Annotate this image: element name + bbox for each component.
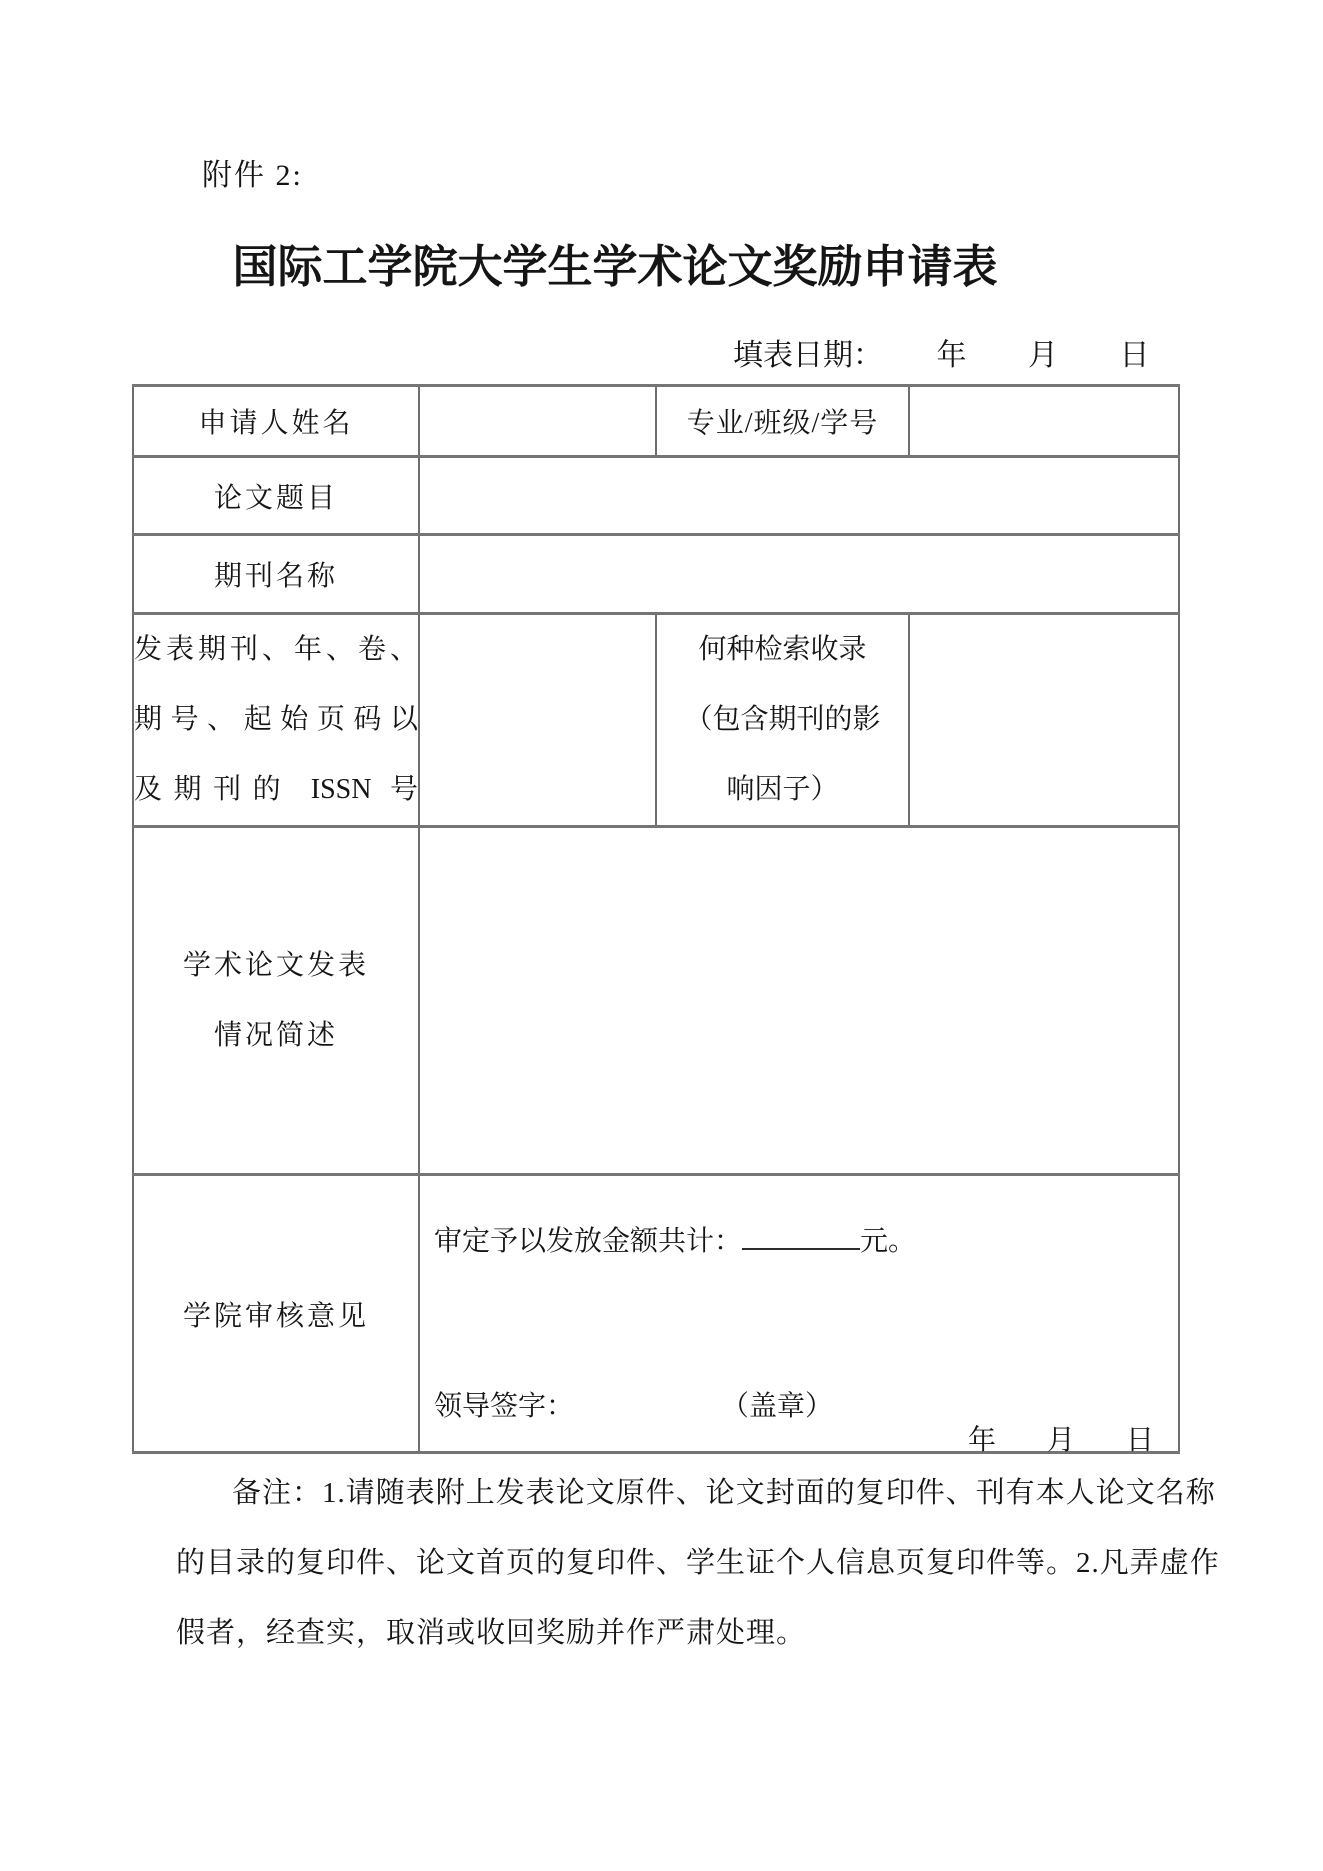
index-info-line-3: 响因子） bbox=[726, 774, 839, 805]
paper-summary-label bbox=[133, 827, 419, 1175]
journal-name-field[interactable] bbox=[419, 535, 1179, 614]
index-info-line-2: （包含期刊的影 bbox=[684, 704, 881, 735]
leader-sign-label: 领导签字： bbox=[434, 1391, 575, 1422]
applicant-name-field[interactable] bbox=[419, 386, 656, 457]
index-info-line-1: 何种检索收录 bbox=[698, 634, 867, 665]
fill-date-year: 年 bbox=[936, 339, 967, 372]
major-class-id-field[interactable] bbox=[909, 386, 1179, 457]
row-college-review bbox=[133, 1175, 1179, 1453]
sign-line bbox=[434, 1384, 833, 1424]
major-class-id-label: 专业/班级/学号 bbox=[656, 386, 909, 457]
publication-detail-line-2: 期号、起始页码以 bbox=[134, 704, 418, 735]
paper-title-label: 论文题目 bbox=[133, 457, 419, 535]
journal-name-label: 期刊名称 bbox=[133, 535, 419, 614]
amount-suffix: 元。 bbox=[860, 1226, 917, 1257]
application-table bbox=[132, 384, 1180, 1454]
review-date-month: 月 bbox=[1046, 1425, 1075, 1456]
note-line-1: 备注：1.请随表附上发表论文原件、论文封面的复印件、刊有本人论文名称 bbox=[232, 1477, 1216, 1509]
college-review-label: 学院审核意见 bbox=[133, 1175, 419, 1453]
amount-prefix: 审定予以发放金额共计： bbox=[434, 1226, 743, 1257]
row-applicant bbox=[133, 386, 1179, 457]
publication-detail-label bbox=[133, 614, 419, 827]
index-info-field[interactable] bbox=[909, 614, 1179, 827]
row-journal-name bbox=[133, 535, 1179, 614]
review-date-day: 日 bbox=[1125, 1425, 1154, 1456]
note-line-2: 的目录的复印件、论文首页的复印件、学生证个人信息页复印件等。2.凡弄虚作 bbox=[176, 1547, 1220, 1579]
paper-summary-field[interactable] bbox=[419, 827, 1179, 1175]
fill-date-day: 日 bbox=[1119, 339, 1150, 372]
amount-line bbox=[434, 1218, 916, 1259]
publication-detail-line-3: 及期刊的 ISSN 号 bbox=[134, 774, 418, 805]
applicant-name-label: 申请人姓名 bbox=[133, 386, 419, 457]
note-line-3: 假者，经查实，取消或收回奖励并作严肃处理。 bbox=[176, 1617, 807, 1649]
publication-detail-line-1: 发表期刊、年、卷、 bbox=[134, 634, 418, 665]
row-paper-summary bbox=[133, 827, 1179, 1175]
attachment-label: 附件 2: bbox=[202, 159, 303, 192]
review-date-line bbox=[968, 1418, 1154, 1458]
index-info-label bbox=[656, 614, 909, 827]
row-paper-title bbox=[133, 457, 1179, 535]
paper-summary-line-1: 学术论文发表 bbox=[182, 949, 369, 981]
fill-date-line bbox=[733, 330, 1150, 374]
paper-title-field[interactable] bbox=[419, 457, 1179, 535]
row-publication-detail bbox=[133, 614, 1179, 827]
amount-blank[interactable] bbox=[742, 1218, 860, 1250]
seal-label: （盖章） bbox=[721, 1391, 834, 1422]
fill-date-month: 月 bbox=[1028, 339, 1058, 372]
college-review-field[interactable] bbox=[419, 1175, 1179, 1456]
fill-date-label: 填表日期： bbox=[733, 339, 883, 372]
publication-detail-field[interactable] bbox=[419, 614, 656, 827]
review-date-year: 年 bbox=[967, 1425, 996, 1456]
footer-notes bbox=[176, 1458, 1238, 1668]
paper-summary-line-2: 情况简述 bbox=[213, 1019, 338, 1051]
form-title: 国际工学院大学生学术论文奖励申请表 bbox=[232, 242, 998, 292]
